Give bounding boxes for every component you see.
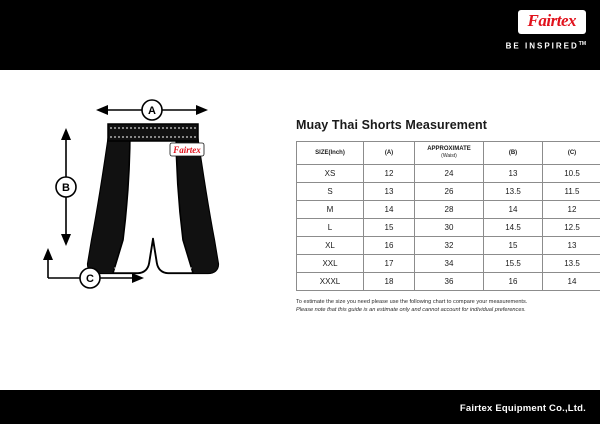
cell-b: 13.5	[484, 183, 543, 201]
header-approximate	[415, 142, 484, 165]
table-row	[297, 255, 600, 273]
trademark-mark: TM	[578, 41, 586, 47]
measure-b-label: B	[62, 182, 70, 194]
header-approximate-label: APPROXIMATE	[427, 146, 471, 152]
cell-a: 18	[364, 273, 415, 291]
cell-waist: 32	[415, 237, 484, 255]
fairtex-logo	[518, 10, 586, 34]
estimate-note-line2: Please note that this guide is an estimate only and cannot account for individual preferences.	[296, 307, 526, 313]
cell-waist: 26	[415, 183, 484, 201]
brand-tagline-text: BE INSPIRED	[505, 41, 579, 51]
header-b-label: (B)	[508, 149, 518, 156]
cell-c: 12.5	[543, 219, 600, 237]
header-c-label: (C)	[567, 149, 577, 156]
size-table-body	[297, 165, 600, 291]
table-row	[297, 183, 600, 201]
shorts-diagram	[18, 88, 280, 318]
cell-b: 15	[484, 237, 543, 255]
brand-tagline	[506, 41, 586, 51]
cell-c: 12	[543, 201, 600, 219]
cell-waist: 24	[415, 165, 484, 183]
header-a	[364, 142, 415, 165]
table-row	[297, 219, 600, 237]
brand-block	[506, 10, 586, 51]
cell-b: 15.5	[484, 255, 543, 273]
table-row	[297, 201, 600, 219]
cell-waist: 34	[415, 255, 484, 273]
cell-c: 13	[543, 237, 600, 255]
page-title: Muay Thai Shorts Measurement	[296, 118, 488, 132]
estimate-note	[296, 298, 584, 314]
header-c	[543, 142, 600, 165]
cell-size: S	[297, 183, 364, 201]
cell-c: 11.5	[543, 183, 600, 201]
cell-a: 13	[364, 183, 415, 201]
cell-waist: 28	[415, 201, 484, 219]
measurement-panel	[296, 118, 588, 314]
cell-a: 12	[364, 165, 415, 183]
cell-size: L	[297, 219, 364, 237]
cell-size: XS	[297, 165, 364, 183]
size-table	[296, 141, 600, 291]
footer-company: Fairtex Equipment Co.,Ltd.	[459, 403, 586, 414]
fairtex-logo-text: Fairtex	[527, 11, 576, 30]
cell-size: XXXL	[297, 273, 364, 291]
cell-waist: 36	[415, 273, 484, 291]
cell-c: 13.5	[543, 255, 600, 273]
table-row	[297, 273, 600, 291]
cell-b: 14	[484, 201, 543, 219]
cell-b: 14.5	[484, 219, 543, 237]
header-b	[484, 142, 543, 165]
cell-size: XXL	[297, 255, 364, 273]
measure-c-label: C	[86, 273, 94, 285]
cell-b: 16	[484, 273, 543, 291]
cell-size: M	[297, 201, 364, 219]
measure-a-label: A	[148, 105, 156, 117]
shorts-illustration	[88, 124, 218, 273]
header-a-label: (A)	[384, 149, 394, 156]
cell-c: 14	[543, 273, 600, 291]
table-header-row	[297, 142, 600, 165]
estimate-note-line1: To estimate the size you need please use the following chart to compare your measurements.	[296, 299, 528, 305]
table-row	[297, 237, 600, 255]
cell-waist: 30	[415, 219, 484, 237]
size-table-head	[297, 142, 600, 165]
header-approximate-sub: (Waist)	[441, 153, 457, 159]
cell-a: 14	[364, 201, 415, 219]
cell-a: 15	[364, 219, 415, 237]
cell-a: 17	[364, 255, 415, 273]
cell-b: 13	[484, 165, 543, 183]
shorts-logo-text: Fairtex	[173, 145, 201, 155]
cell-c: 10.5	[543, 165, 600, 183]
header-size-label: SIZE(Inch)	[315, 149, 345, 156]
cell-size: XL	[297, 237, 364, 255]
cell-a: 16	[364, 237, 415, 255]
header-size	[297, 142, 364, 165]
table-row	[297, 165, 600, 183]
